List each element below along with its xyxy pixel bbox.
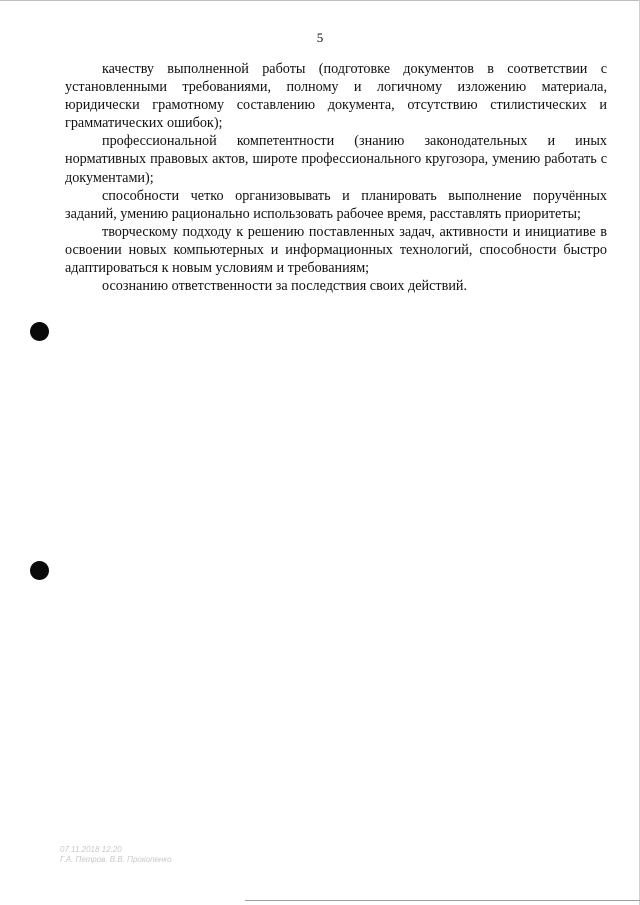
document-body (65, 60, 607, 295)
stamp-line: 07.11.2018 12:20 (60, 845, 122, 854)
paragraph-creative-approach: творческому подходу к решению поставленных задач, активности и инициативе в освоении новых компьютерных и информационных технологий, способности быстро адаптироваться к новым условиям и требованиям; (65, 223, 607, 277)
paragraph-responsibility: осознанию ответственности за последствия своих действий. (102, 278, 468, 295)
page-border-top (0, 0, 640, 1)
page-number: 5 (316, 30, 324, 45)
paragraph-organization-skills: способности четко организовывать и планировать выполнение поручённых заданий, умению рационально использовать рабочее время, расставлять приоритеты; (65, 187, 607, 222)
stamp-line: Г.А. Петров. В.В. Прокопенко (60, 855, 172, 864)
paragraph-professional-competence: профессиональной компетентности (знанию законодательных и иных нормативных правовых актов, широте профессионального кругозора, умению работать с документами); (65, 133, 607, 186)
paragraph-work-quality: качеству выполненной работы (подготовке документов в соответствии с установленными требованиями, полному и логичному изложению материала, юридически грамотному составлению документа, отсутствию стилистических и грамматических ошибок); (65, 61, 607, 132)
punch-hole (30, 561, 49, 580)
scan-edge-line (245, 900, 640, 901)
faint-stamp (60, 845, 172, 865)
punch-hole (30, 322, 49, 341)
